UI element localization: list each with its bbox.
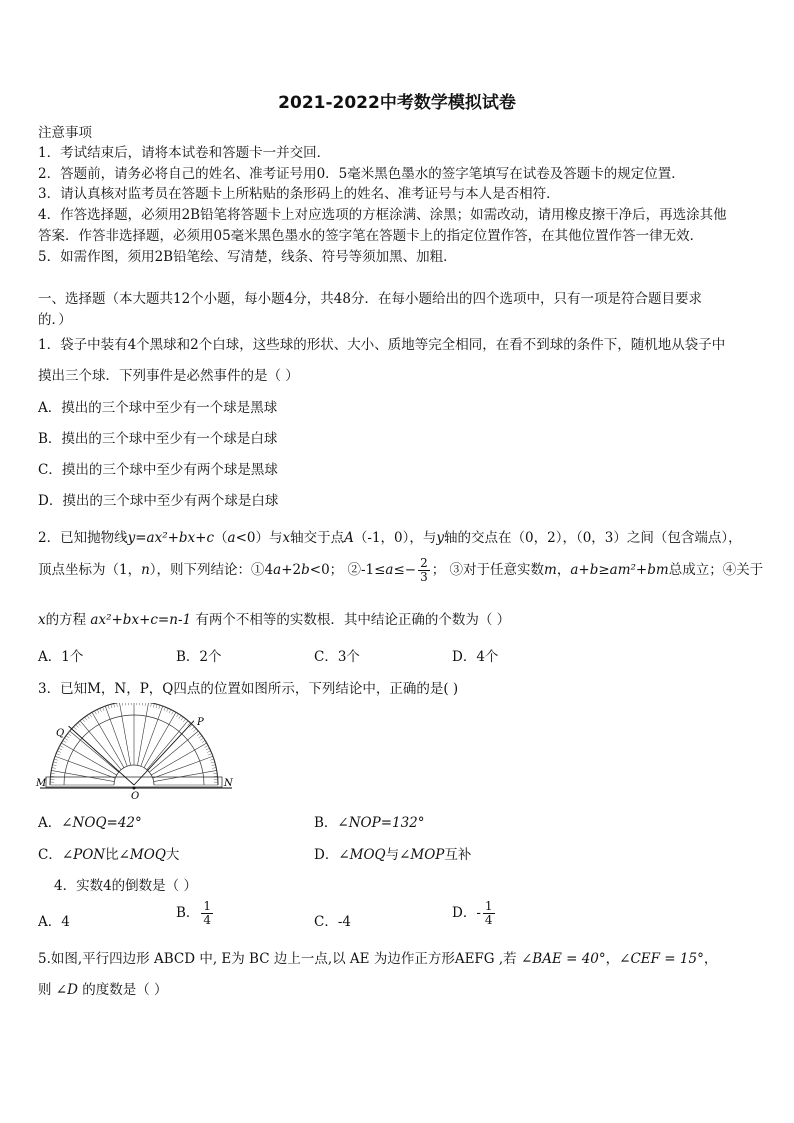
q2-option-c: C．3个 bbox=[314, 649, 360, 665]
q1-stem-cont: 摸出三个球．下列事件是必然事件的是（ ） bbox=[38, 368, 299, 384]
q3-option-a: A．∠NOQ=42° bbox=[38, 815, 142, 831]
q2-stem-line1: 2．已知抛物线y=ax²+bx+c（a<0）与x轴交于点A（-1，0），与y轴的交点在（0，2），（0，3）之间（包含端点）， bbox=[38, 530, 742, 546]
fraction: $\frac{1}{4}$ bbox=[203, 899, 212, 927]
label-P: P bbox=[197, 717, 204, 728]
q5-stem-line2: 则 ∠D 的度数是（ ） bbox=[38, 982, 168, 998]
q1-stem: 1．袋子中装有4个黑球和2个白球，这些球的形状、大小、质地等完全相同，在看不到球的条件下，随机地从袋子中 bbox=[38, 337, 726, 353]
q3-option-c: C．∠PON比∠MOQ大 bbox=[38, 847, 180, 863]
q3-stem: 3．已知M，N，P，Q四点的位置如图所示，下列结论中，正确的是( ) bbox=[38, 681, 459, 697]
fraction: $\frac{2}{3}$ bbox=[420, 556, 428, 584]
q1-option-c: C．摸出的三个球中至少有两个球是黑球 bbox=[38, 462, 278, 478]
q2-stem-line2: 顶点坐标为（1，n），则下列结论：①4a+2b<0； ②-1≤a≤− $\frac{2}{3}$ ； ③对于任意实数m，a+b≥am²+bm总成立；④关于 bbox=[38, 556, 764, 584]
q4-stem: 4．实数4的倒数是（ ） bbox=[54, 878, 197, 894]
q1-option-b: B．摸出的三个球中至少有一个球是白球 bbox=[38, 431, 278, 447]
page-title: 2021-2022中考数学模拟试卷 bbox=[278, 93, 516, 113]
protractor-figure bbox=[34, 703, 240, 803]
q2-stem-line3: x的方程 ax²+bx+c=n-1 有两个不相等的实数根．其中结论正确的个数为（ ） bbox=[38, 612, 511, 628]
notice-item: 答案．作答非选择题，必须用05毫米黑色墨水的签字笔在答题卡上的指定位置作答，在其他位置作答一律无效． bbox=[38, 228, 704, 244]
label-M: M bbox=[36, 778, 47, 789]
q4-option-c: C．-4 bbox=[314, 914, 351, 930]
q2-option-b: B．2个 bbox=[176, 649, 222, 665]
notice-item: 2．答题前，请务必将自己的姓名、准考证号用0．5毫米黑色墨水的签字笔填写在试卷及答题卡的规定位置． bbox=[38, 166, 685, 182]
q2-option-a: A．1个 bbox=[38, 649, 84, 665]
label-Q: Q bbox=[56, 728, 65, 739]
notice-heading: 注意事项 bbox=[38, 125, 92, 141]
fraction: $\frac{1}{4}$ bbox=[484, 899, 493, 927]
q5-stem-line1: 5.如图,平行四边形 ABCD 中, E为 BC 边上一点,以 AE 为边作正方形AEFG ,若 ∠BAE = 40°，∠CEF = 15°， bbox=[38, 951, 718, 967]
label-O: O bbox=[131, 791, 140, 802]
section-heading: 一、选择题（本大题共12个小题，每小题4分，共48分．在每小题给出的四个选项中，只有一项是符合题目要求 bbox=[38, 291, 702, 307]
notice-item: 5．如需作图，须用2B铅笔绘、写清楚，线条、符号等须加黑、加粗． bbox=[38, 249, 457, 265]
q4-option-a: A．4 bbox=[38, 914, 70, 930]
q3-option-b: B．∠NOP=132° bbox=[314, 815, 425, 831]
q2-option-d: D．4个 bbox=[452, 649, 499, 665]
notice-item: 1．考试结束后，请将本试卷和答题卡一并交回． bbox=[38, 145, 331, 161]
protractor-icon bbox=[40, 703, 232, 790]
q4-option-d: D．- $\frac{1}{4}$ bbox=[452, 899, 493, 927]
label-N: N bbox=[224, 778, 233, 789]
q3-option-d: D．∠MOQ与∠MOP互补 bbox=[314, 847, 472, 863]
q1-option-d: D．摸出的三个球中至少有两个球是白球 bbox=[38, 493, 279, 509]
notice-item: 4．作答选择题，必须用2B铅笔将答题卡上对应选项的方框涂满、涂黑；如需改动，请用橡皮擦干净后，再选涂其他 bbox=[38, 207, 727, 223]
q1-option-a: A．摸出的三个球中至少有一个球是黑球 bbox=[38, 400, 278, 416]
notice-item: 3．请认真核对监考员在答题卡上所粘贴的条形码上的姓名、准考证号与本人是否相符． bbox=[38, 186, 560, 202]
section-heading-cont: 的．） bbox=[38, 312, 72, 328]
q4-option-b: B． $\frac{1}{4}$ bbox=[176, 899, 212, 927]
